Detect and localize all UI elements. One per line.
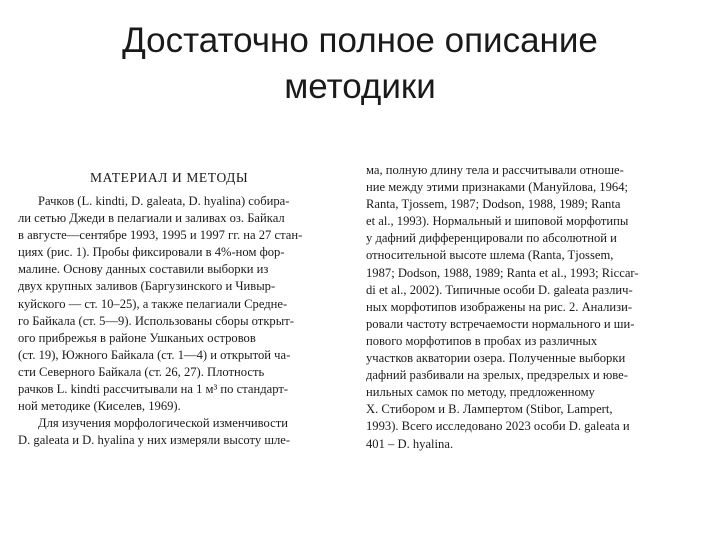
- text-line: пового морфотипов в пробах из различных: [366, 333, 598, 348]
- text-line: участков акватории озера. Полученные выборки: [366, 351, 626, 366]
- text-line: ровали частоту встречаемости нормального и ши-: [366, 316, 635, 331]
- text-line: го Байкала (ст. 5—9). Использованы сборы открыт-: [18, 313, 294, 328]
- text-line: ние между этими признаками (Мануйлова, 1964;: [366, 180, 628, 195]
- text-line: 401 – D. hyalina.: [366, 436, 454, 451]
- article-heading: МАТЕРИАЛ И МЕТОДЫ: [90, 170, 249, 185]
- right-column-text: [366, 162, 700, 453]
- text-line: куйского — ст. 10–25), а также пелагиали Средне-: [18, 296, 288, 311]
- article-right-column: [366, 162, 700, 453]
- text-line: (ст. 19), Южного Байкала (ст. 1—4) и открытой ча-: [18, 347, 291, 362]
- article-left-column: [18, 162, 352, 449]
- text-line: Х. Стиборoм и В. Лампертом (Stibor, Lampert,: [366, 402, 613, 417]
- slide-title: [0, 18, 720, 110]
- text-line: ли сетью Джеди в пелагиали и заливах оз. Байкал: [18, 211, 285, 226]
- text-line: у дафний дифференцировали по абсолютной и: [366, 231, 617, 246]
- text-line: di et al., 2002). Типичные особи D. galeata различ-: [366, 282, 633, 297]
- text-line: 1987; Dodson, 1988, 1989; Ranta et al., 1993; Riccar-: [366, 265, 639, 280]
- text-line: относительной высоте шлема (Ranta, Tjossem,: [366, 248, 614, 263]
- text-line: D. galeata и D. hyalina у них измеряли высоту шле-: [18, 433, 291, 448]
- text-line: ма, полную длину тела и рассчитывали отноше-: [366, 163, 624, 177]
- text-line: Для изучения морфологической изменчивости: [38, 416, 288, 431]
- text-line: малине. Основу данных составили выборки из: [18, 262, 269, 277]
- text-line: двух крупных заливов (Баргузинского и Чивыр-: [18, 279, 276, 294]
- text-line: дафний разбивали на зрелых, предзрелых и юве-: [366, 368, 628, 383]
- left-column-text: [18, 193, 352, 449]
- text-line: сти Северного Байкала (ст. 26, 27). Плотность: [18, 364, 265, 379]
- text-line: ого прибрежья в районе Ушканьих островов: [18, 330, 256, 345]
- text-line: циях (рис. 1). Пробы фиксировали в 4%-ном фор-: [18, 245, 285, 260]
- scanned-article-excerpt: [18, 162, 698, 451]
- text-line: 1993). Всего исследовано 2023 особи D. galeata и: [366, 419, 630, 434]
- text-line: рачков L. kindti рассчитывали на 1 м³ по стандарт-: [18, 382, 289, 397]
- text-line: ной методике (Киселев, 1969).: [18, 399, 181, 414]
- slide-title-line-1: Достаточно полное описание: [122, 21, 598, 60]
- text-line: в августе—сентябре 1993, 1995 и 1997 гг. на 27 стан-: [18, 228, 303, 243]
- text-line: Ranta, Tjossem, 1987; Dodson, 1988, 1989; Ranta: [366, 197, 621, 212]
- text-line: нильных самок по методу, предложенному: [366, 385, 595, 400]
- text-line: ных морфотипов изображены на рис. 2. Анализи-: [366, 299, 633, 314]
- slide-title-line-2: методики: [284, 67, 436, 106]
- text-line: Рачков (L. kindti, D. galeata, D. hyalina) собира-: [38, 194, 290, 208]
- text-line: et al., 1993). Нормальный и шиповой морфотипы: [366, 214, 629, 229]
